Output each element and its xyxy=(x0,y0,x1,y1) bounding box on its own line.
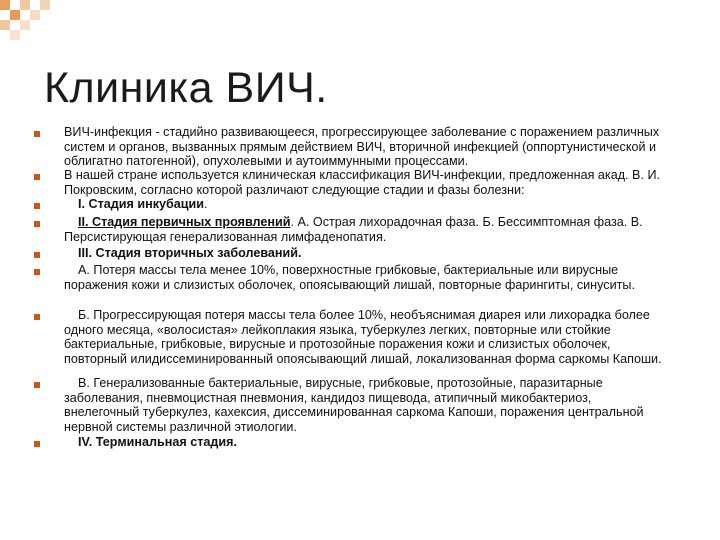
list-item: А. Потеря массы тела менее 10%, поверхностные грибковые, бактериальные или вирусные поражения кожи и слизистых оболочек, опоясывающий лишай, повторные фарингиты, синуситы. xyxy=(64,263,635,292)
list-item xyxy=(64,215,669,244)
stage-label: IV. Терминальная стадия. xyxy=(78,435,237,449)
list-item: В нашей стране используется клиническая классификация ВИЧ-инфекции, предложенная акад. В. И. Покровским, согласно которой различают следующие стадии и фазы болезни: xyxy=(64,168,661,197)
stage-label: I. Стадия инкубации xyxy=(78,197,205,211)
bullet-marker-icon xyxy=(34,252,40,258)
list-item: ВИЧ-инфекция - стадийно развивающееся, прогрессирующее заболевание с поражением различных систем и органов, вызванных прямым действием ВИЧ, вторичной инфекцией (оппортунистической и облигатно патогенной), опухолевыми и аутоиммунными процессами. xyxy=(64,125,660,168)
list-item: В. Генерализованные бактериальные, вирусные, грибковые, протозойные, паразитарные заболевания, пневмоцистная пневмония, кандидоз пищевода, атипичный микобактериоз, внелегочный туберкулез, кахексия, диссеминированная саркома Капоши, поражения центральной нервной системы различной этиологии. xyxy=(64,376,648,434)
bullet-marker-icon xyxy=(34,221,40,227)
stage-label: II. Стадия первичных проявлений xyxy=(78,215,291,229)
list-item: Б. Прогрессирующая потеря массы тела более 10%, необъяснимая диарея или лихорадка более одного месяца, «волосистая» лейкоплакия языка, туберкулез легких, повторные или стойкие бактериальные, грибковые, вирусные и протозойные поражения кожи и слизистых оболочек, повторный илидиссеминированный опоясывающий лишай, локализованная форма саркомы Капоши. xyxy=(64,308,662,366)
list-item xyxy=(64,197,669,212)
item-indent xyxy=(64,246,78,260)
item-rest: . А. Острая лихорадочная фаза. Б. Бессимптомная фаза. В. Персистирующая генерализованная лимфаденопатия. xyxy=(64,215,643,244)
bullet-marker-icon xyxy=(34,441,40,447)
stage-label: III. Стадия вторичных заболеваний. xyxy=(78,246,302,260)
slide-title: Клиника ВИЧ. xyxy=(44,64,328,112)
bullet-marker-icon xyxy=(34,174,40,180)
item-indent xyxy=(64,435,78,449)
bullet-marker-icon xyxy=(34,314,40,320)
item-rest: . xyxy=(204,197,208,211)
bullet-marker-icon xyxy=(34,203,40,209)
item-indent xyxy=(64,215,78,229)
bullet-marker-icon xyxy=(34,131,40,137)
corner-decoration xyxy=(0,0,60,40)
list-item xyxy=(64,435,669,450)
list-item xyxy=(64,246,669,261)
item-indent xyxy=(64,197,78,211)
bullet-marker-icon xyxy=(34,269,40,275)
bullet-marker-icon xyxy=(34,382,40,388)
